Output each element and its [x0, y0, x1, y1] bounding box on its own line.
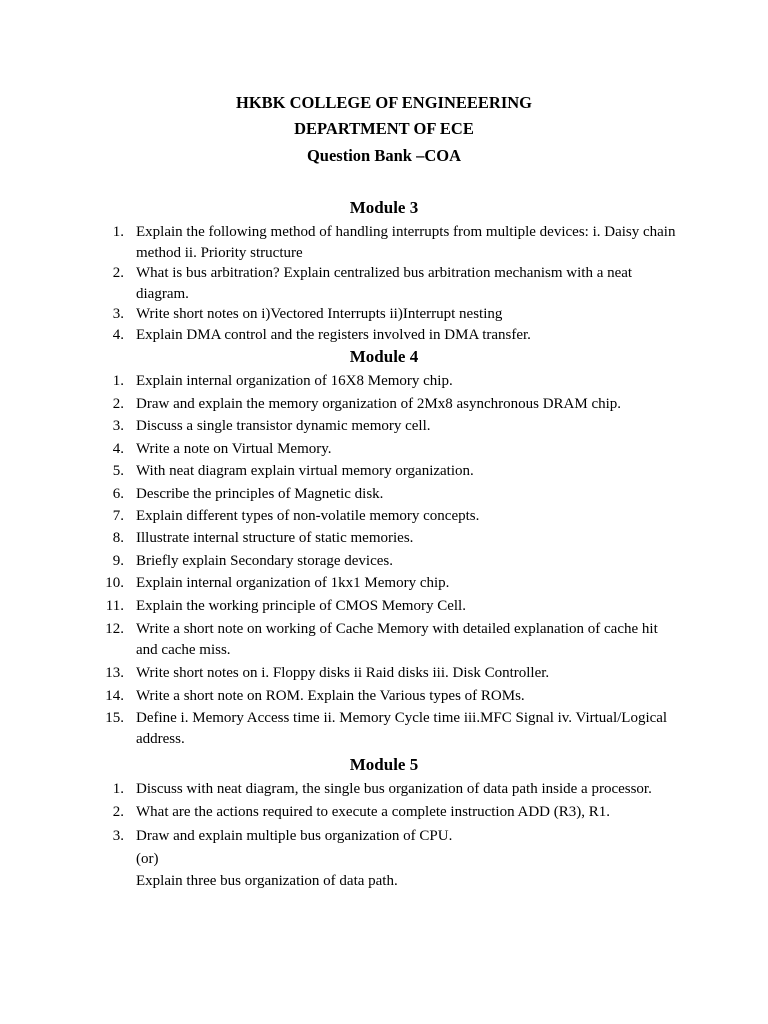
module-3-title: Module 3 — [349, 198, 419, 217]
question-text: Illustrate internal structure of static memories. — [136, 530, 414, 546]
question-text: Discuss a single transistor dynamic memory cell. — [136, 418, 431, 434]
college-name: HKBK COLLEGE OF ENGINEEERING — [236, 93, 532, 112]
question-text: With neat diagram explain virtual memory organization. — [136, 463, 474, 479]
question-text: Write short notes on i. Floppy disks ii Raid disks iii. Disk Controller. — [136, 665, 550, 681]
question-number: 6. — [112, 486, 124, 502]
question-number: 2. — [112, 265, 124, 281]
question-text: Explain the following method of handling interrupts from multiple devices: i. Daisy chain method ii. Priority structure — [136, 224, 676, 261]
question-text: Briefly explain Secondary storage devices. — [136, 553, 393, 569]
question-bank-title: Question Bank –COA — [306, 146, 462, 165]
question-number: 15. — [105, 710, 124, 726]
question-number: 4. — [112, 327, 124, 343]
module-4-title: Module 4 — [349, 347, 419, 366]
question-text: Explain DMA control and the registers involved in DMA transfer. — [136, 327, 531, 343]
question-number: 7. — [112, 508, 124, 524]
question-text: Write a note on Virtual Memory. — [136, 441, 332, 457]
question-text: What are the actions required to execute a complete instruction ADD (R3), R1. — [136, 804, 611, 820]
question-number: 9. — [112, 553, 124, 569]
question-number: 1. — [112, 781, 124, 797]
question-number: 1. — [112, 373, 124, 389]
question-number: 1. — [112, 224, 124, 240]
question-number: 10. — [105, 575, 124, 591]
department-name: DEPARTMENT OF ECE — [294, 119, 474, 138]
question-number: 5. — [112, 463, 124, 479]
question-number: 4. — [112, 441, 124, 457]
question-number: 3. — [112, 828, 124, 844]
question-number: 3. — [112, 418, 124, 434]
question-number: 12. — [105, 621, 124, 637]
question-text: Write short notes on i)Vectored Interrupts ii)Interrupt nesting — [136, 306, 503, 322]
question-text: Explain different types of non-volatile memory concepts. — [136, 508, 480, 524]
question-number: 3. — [112, 306, 124, 322]
question-number: 8. — [112, 530, 124, 546]
question-number: 14. — [105, 688, 124, 704]
question-text: Explain internal organization of 1kx1 Memory chip. — [136, 575, 450, 591]
question-number: 2. — [112, 804, 124, 820]
question-text: Explain internal organization of 16X8 Memory chip. — [136, 373, 453, 389]
question-number: 11. — [105, 598, 124, 614]
question-text: Define i. Memory Access time ii. Memory Cycle time iii.MFC Signal iv. Virtual/Logical address. — [136, 710, 668, 747]
question-number: 2. — [112, 396, 124, 412]
question-text: Draw and explain the memory organization of 2Mx8 asynchronous DRAM chip. — [136, 396, 622, 412]
question-text: Explain the working principle of CMOS Memory Cell. — [136, 598, 466, 614]
question-number: 13. — [105, 665, 124, 681]
question-text: Write a short note on ROM. Explain the Various types of ROMs. — [136, 688, 525, 704]
question-text: Discuss with neat diagram, the single bus organization of data path inside a processor. — [136, 781, 652, 797]
question-text: Draw and explain multiple bus organization of CPU. (or) Explain three bus organization of data path. — [136, 828, 453, 889]
question-text: What is bus arbitration? Explain centralized bus arbitration mechanism with a neat diagram. — [136, 265, 633, 302]
question-text: Describe the principles of Magnetic disk. — [136, 486, 384, 502]
question-text: Write a short note on working of Cache Memory with detailed explanation of cache hit and cache miss. — [136, 621, 658, 658]
module-5-title: Module 5 — [349, 755, 419, 774]
